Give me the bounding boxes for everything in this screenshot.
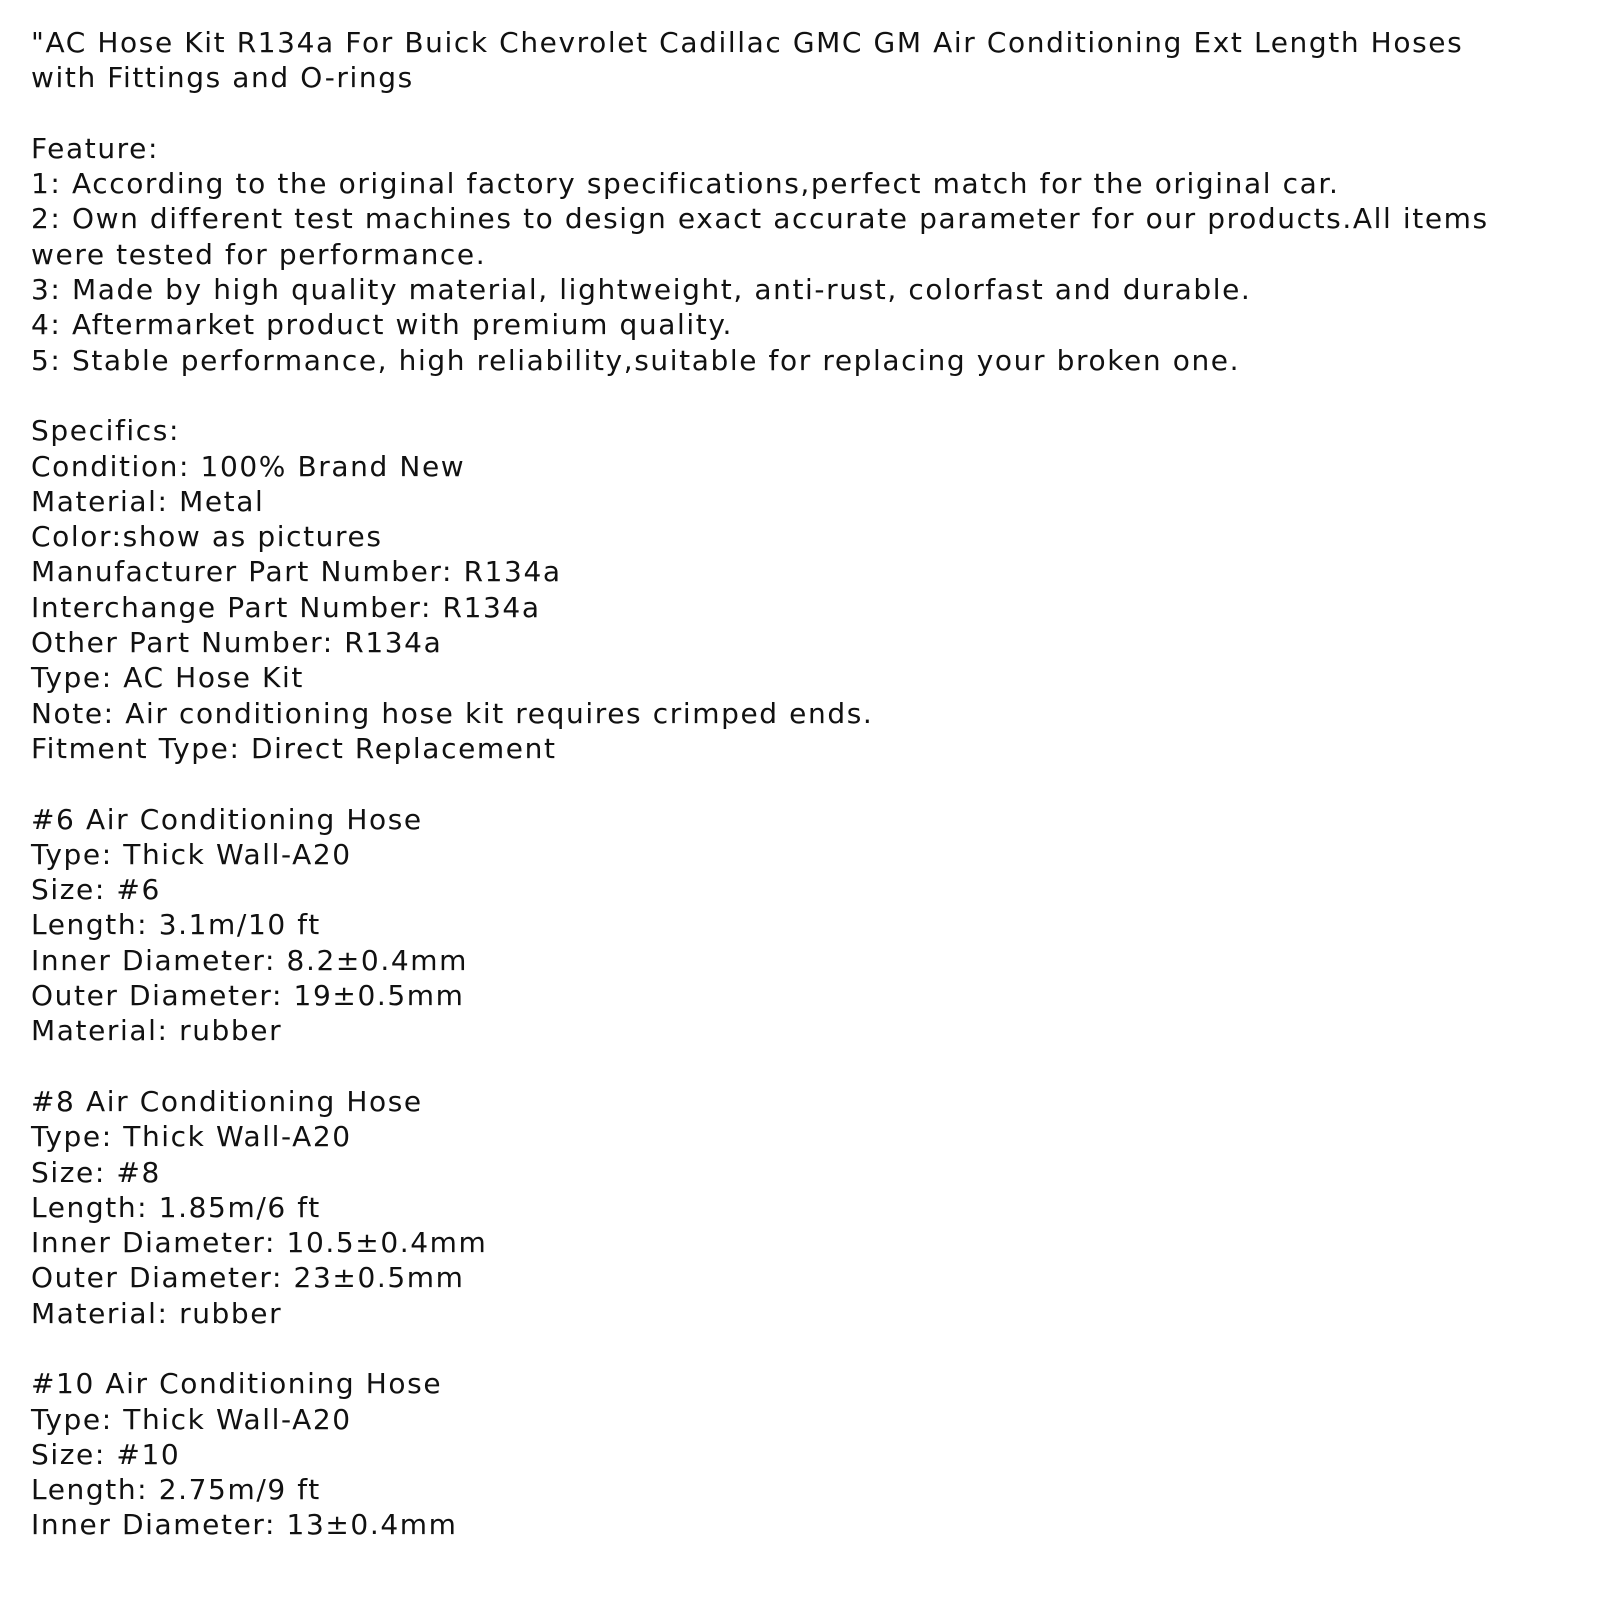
hose-spec-line: Length: 1.85m/6 ft [31,1190,321,1224]
spec-line: Note: Air conditioning hose kit requires crimped ends. [31,696,874,730]
spec-line: Color:show as pictures [31,520,383,554]
title-line: with Fittings and O-rings [31,61,414,95]
hose-heading: #6 Air Conditioning Hose [31,802,423,836]
feature-line: 4: Aftermarket product with premium quality. [31,308,734,342]
hose-spec-line: Type: Thick Wall-A20 [31,1120,352,1154]
hose-section [31,1366,1576,1542]
spec-line: Fitment Type: Direct Replacement [31,731,557,765]
title-block [31,25,1576,96]
hose-spec-line: Material: rubber [31,1296,283,1330]
feature-line: 1: According to the original factory specifications,perfect match for the original car. [31,167,1340,201]
hose-spec-line: Material: rubber [31,1014,283,1048]
feature-line: 5: Stable performance, high reliability,suitable for replacing your broken one. [31,343,1241,377]
hose-section [31,1084,1576,1331]
hose-spec-line: Length: 2.75m/9 ft [31,1473,321,1507]
spec-line: Manufacturer Part Number: R134a [31,555,562,589]
blank-line [31,1049,1576,1084]
hose-spec-line: Type: Thick Wall-A20 [31,837,352,871]
blank-line [31,1331,1576,1366]
feature-line: 2: Own different test machines to design exact accurate parameter for our products.All items [31,202,1489,236]
hose-spec-line: Type: Thick Wall-A20 [31,1402,352,1436]
hose-spec-line: Size: #6 [31,873,161,907]
spec-line: Material: Metal [31,484,265,518]
hose-spec-line: Length: 3.1m/10 ft [31,908,321,942]
product-description [31,25,1576,1543]
blank-line [31,378,1576,413]
hose-spec-line: Size: #8 [31,1155,161,1189]
feature-line: 3: Made by high quality material, lightweight, anti-rust, colorfast and durable. [31,273,1252,307]
specifics-heading: Specifics: [31,414,180,448]
spec-line: Interchange Part Number: R134a [31,590,541,624]
title-line: "AC Hose Kit R134a For Buick Chevrolet Cadillac GMC GM Air Conditioning Ext Length Hoses [31,26,1464,59]
hose-spec-line: Inner Diameter: 10.5±0.4mm [31,1226,488,1260]
blank-line [31,96,1576,131]
feature-heading: Feature: [31,131,160,165]
feature-section [31,131,1576,378]
hose-heading: #8 Air Conditioning Hose [31,1084,423,1118]
specifics-section [31,413,1576,766]
hose-spec-line: Inner Diameter: 8.2±0.4mm [31,943,469,977]
hose-spec-line: Outer Diameter: 19±0.5mm [31,979,465,1013]
spec-line: Type: AC Hose Kit [31,661,304,695]
feature-line: were tested for performance. [31,237,487,271]
blank-line [31,766,1576,801]
hose-spec-line: Size: #10 [31,1437,181,1471]
spec-line: Condition: 100% Brand New [31,449,466,483]
spec-line: Other Part Number: R134a [31,626,443,660]
hose-spec-line: Inner Diameter: 13±0.4mm [31,1508,458,1542]
hose-heading: #10 Air Conditioning Hose [31,1367,443,1401]
hose-section [31,802,1576,1049]
hose-spec-line: Outer Diameter: 23±0.5mm [31,1261,465,1295]
